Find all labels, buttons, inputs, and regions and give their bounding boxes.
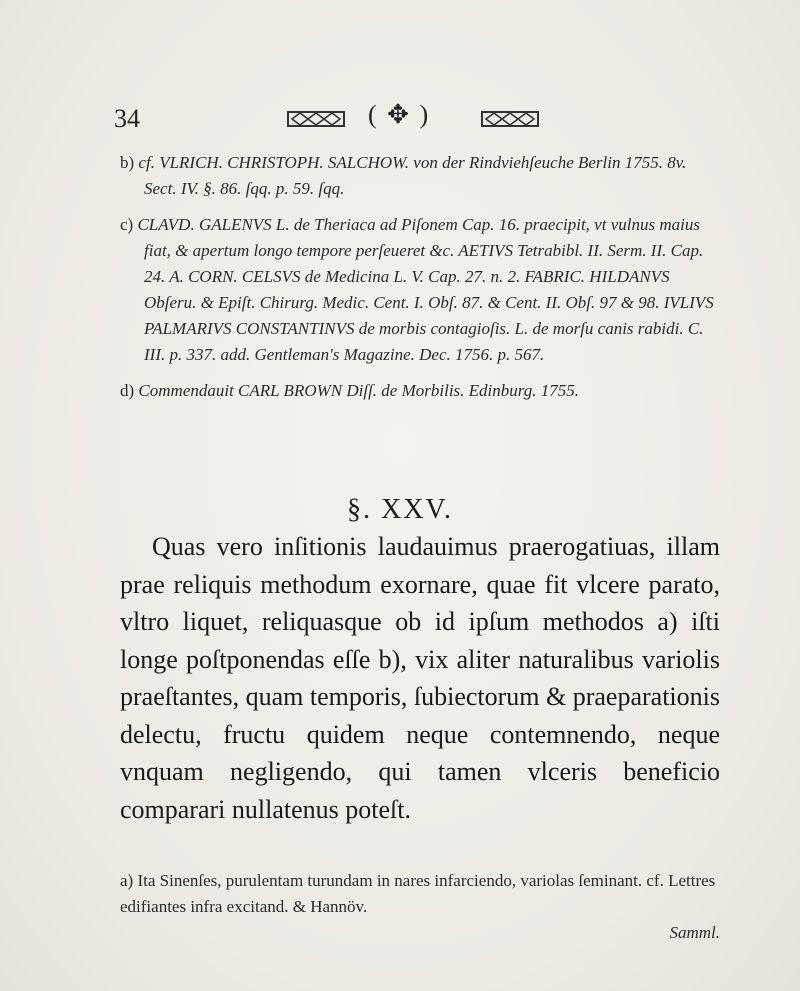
footnote-a [120, 868, 720, 920]
footnote-d-text: Commendauit CARL BROWN Diſſ. de Morbilis. Edinburg. 1755. [138, 381, 580, 400]
footnote-a-label: a) [120, 871, 134, 890]
footnote-b-text: cf. VLRICH. CHRISTOPH. SALCHOW. von der Rindviehſeuche Berlin 1755. 8v. Sect. IV. §. 86. ſqq. p. 59. ſqq. [138, 153, 687, 198]
footnote-a-text: Ita Sinenſes, purulentam turundam in nares infarciendo, variolas ſeminant. cf. Lettres edifiantes infra excitand. & Hannöv. [120, 871, 716, 916]
paragraph-text: Quas vero inſitionis laudauimus praerogatiuas, illam prae reliquis methodum exornare, quae fit vlcere parato, vltro liquet, reliquasque ob id ipſum methodos a) iſti longe poſtponendas eſſe b), vix aliter naturalibus variolis praeſtantes, quam temporis, ſubiectorum & praeparationis delectu, fructu quidem neque contemnendo, neque vnquam negligendo, qui tamen vlceris beneficio comparari nullatenus poteſt. [120, 532, 720, 824]
footnote-c [120, 212, 720, 368]
ornament-left-icon [286, 108, 346, 130]
center-ornament: ( ✥ ) [368, 100, 431, 129]
page-header [0, 100, 800, 140]
footnote-c-text: CLAVD. GALENVS L. de Theriaca ad Piſonem Cap. 16. praecipit, vt vulnus maius fiat, & apertum longo tempore perſeueret &c. AETIVS Tetrabibl. II. Serm. II. Cap. 24. A. CORN. CELSVS de Medicina L. V. Cap. 27. n. 2. FABRIC. HILDANVS Obſeru. & Epiſt. Chirurg. Medic. Cent. I. Obſ. 87. & Cent. II. Obſ. 97 & 98. IVLIVS PALMARIVS CONSTANTINVS de morbis contagioſis. L. de morſu canis rabidi. C. III. p. 337. add. Gentleman's Magazine. Dec. 1756. p. 567. [137, 215, 714, 364]
footnote-d [120, 378, 720, 404]
ornament-right-icon [480, 108, 540, 130]
footnote-b-label: b) [120, 153, 135, 172]
footnotes-top [120, 150, 720, 414]
section-title: §. XXV. [346, 494, 454, 525]
footnote-a-tail: Samml. [669, 923, 720, 942]
footnote-c-label: c) [120, 215, 134, 234]
main-paragraph [120, 528, 720, 828]
page-number: 34 [114, 104, 140, 133]
footnote-d-label: d) [120, 381, 135, 400]
footnote-b [120, 150, 720, 202]
footnotes-bottom [120, 868, 720, 946]
